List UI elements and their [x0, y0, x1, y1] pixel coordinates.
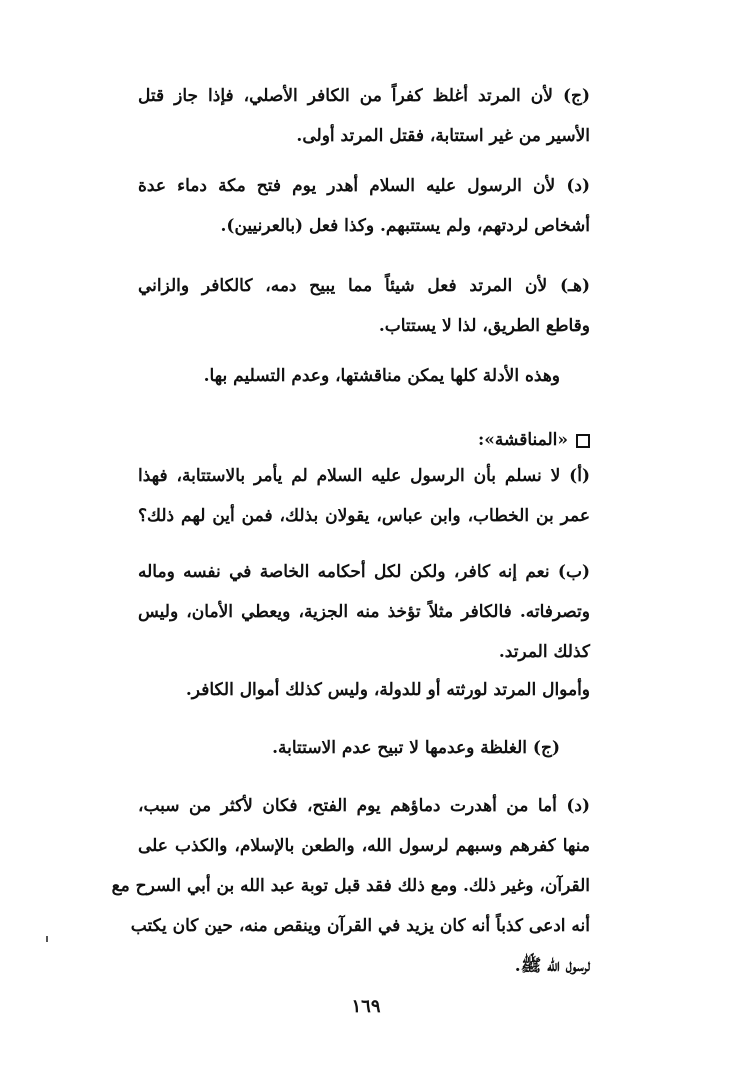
paragraph-ba: [138, 552, 590, 672]
paragraph-line: (ج) الغلظة وعدمها لا تبيح عدم الاستتابة.: [272, 738, 560, 758]
paragraph-line: وتصرفاته. فالكافر مثلاً تؤخذ منه الجزية، ويعطي الأمان، وليس: [138, 602, 590, 622]
square-bullet-icon: [576, 434, 590, 448]
paragraph-line: الأسير من غير استتابة، فقتل المرتد أولى.: [296, 126, 590, 146]
paragraph-dal2: [111, 786, 590, 986]
paragraph-property: [138, 670, 590, 710]
paragraph-jim2: [108, 728, 560, 768]
paragraph-line: عمر بن الخطاب، وابن عباس، يقولان بذلك، فمن أين لهم ذلك؟: [138, 506, 590, 526]
paragraph-line: (أ) لا نسلم بأن الرسول عليه السلام لم يأمر بالاستتابة، فهذا: [138, 466, 590, 486]
paragraph-line: القرآن، وغير ذلك. ومع ذلك فقد قبل توبة عبد الله بن أبي السرح مع: [111, 876, 590, 896]
paragraph-line: (ج) لأن المرتد أغلظ كفراً من الكافر الأصلي، فإذا جاز قتل: [138, 86, 590, 106]
paragraph-line: (د) أما من أهدرت دماؤهم يوم الفتح، فكان لأكثر من سبب،: [138, 796, 590, 816]
paragraph-dal: [138, 166, 590, 246]
paragraph-line: وهذه الأدلة كلها يمكن مناقشتها، وعدم التسليم بها.: [203, 366, 560, 386]
paragraph-line: وقاطع الطريق، لذا لا يستتاب.: [378, 316, 590, 336]
paragraph-line: (هـ) لأن المرتد فعل شيئاً مما يبيح دمه، كالكافر والزاني: [138, 276, 590, 296]
paragraph-ha: [138, 266, 590, 346]
paragraph-line: لرسول الله ﷺ.: [514, 956, 590, 976]
paragraph-line: كذلك المرتد.: [498, 642, 590, 662]
discussion-heading: [138, 420, 590, 460]
paragraph-line: (ب) نعم إنه كافر، ولكن لكل أحكامه الخاصة في نفسه وماله: [138, 562, 590, 582]
discussion-heading-text: «المناقشة»:: [478, 430, 568, 450]
paragraph-line: أنه ادعى كذباً أنه كان يزيد في القرآن وينقص منه، حين كان يكتب: [130, 916, 590, 936]
page-number: ١٦٩: [351, 996, 381, 1017]
paragraph-line: وأموال المرتد لورثته أو للدولة، وليس كذلك أموال الكافر.: [185, 680, 590, 700]
paragraph-summary: [108, 356, 560, 396]
paragraph-alif: [138, 456, 590, 536]
paragraph-line: (د) لأن الرسول عليه السلام أهدر يوم فتح مكة دماء عدة: [138, 176, 590, 196]
paragraph-line: منها كفرهم وسبهم لرسول الله، والطعن بالإسلام، والكذب على: [138, 836, 590, 856]
scan-speck: [46, 936, 48, 942]
paragraph-line: أشخاص لردتهم، ولم يستتبهم. وكذا فعل (بالعرنيين).: [220, 216, 590, 236]
paragraph-jim: [138, 76, 590, 156]
